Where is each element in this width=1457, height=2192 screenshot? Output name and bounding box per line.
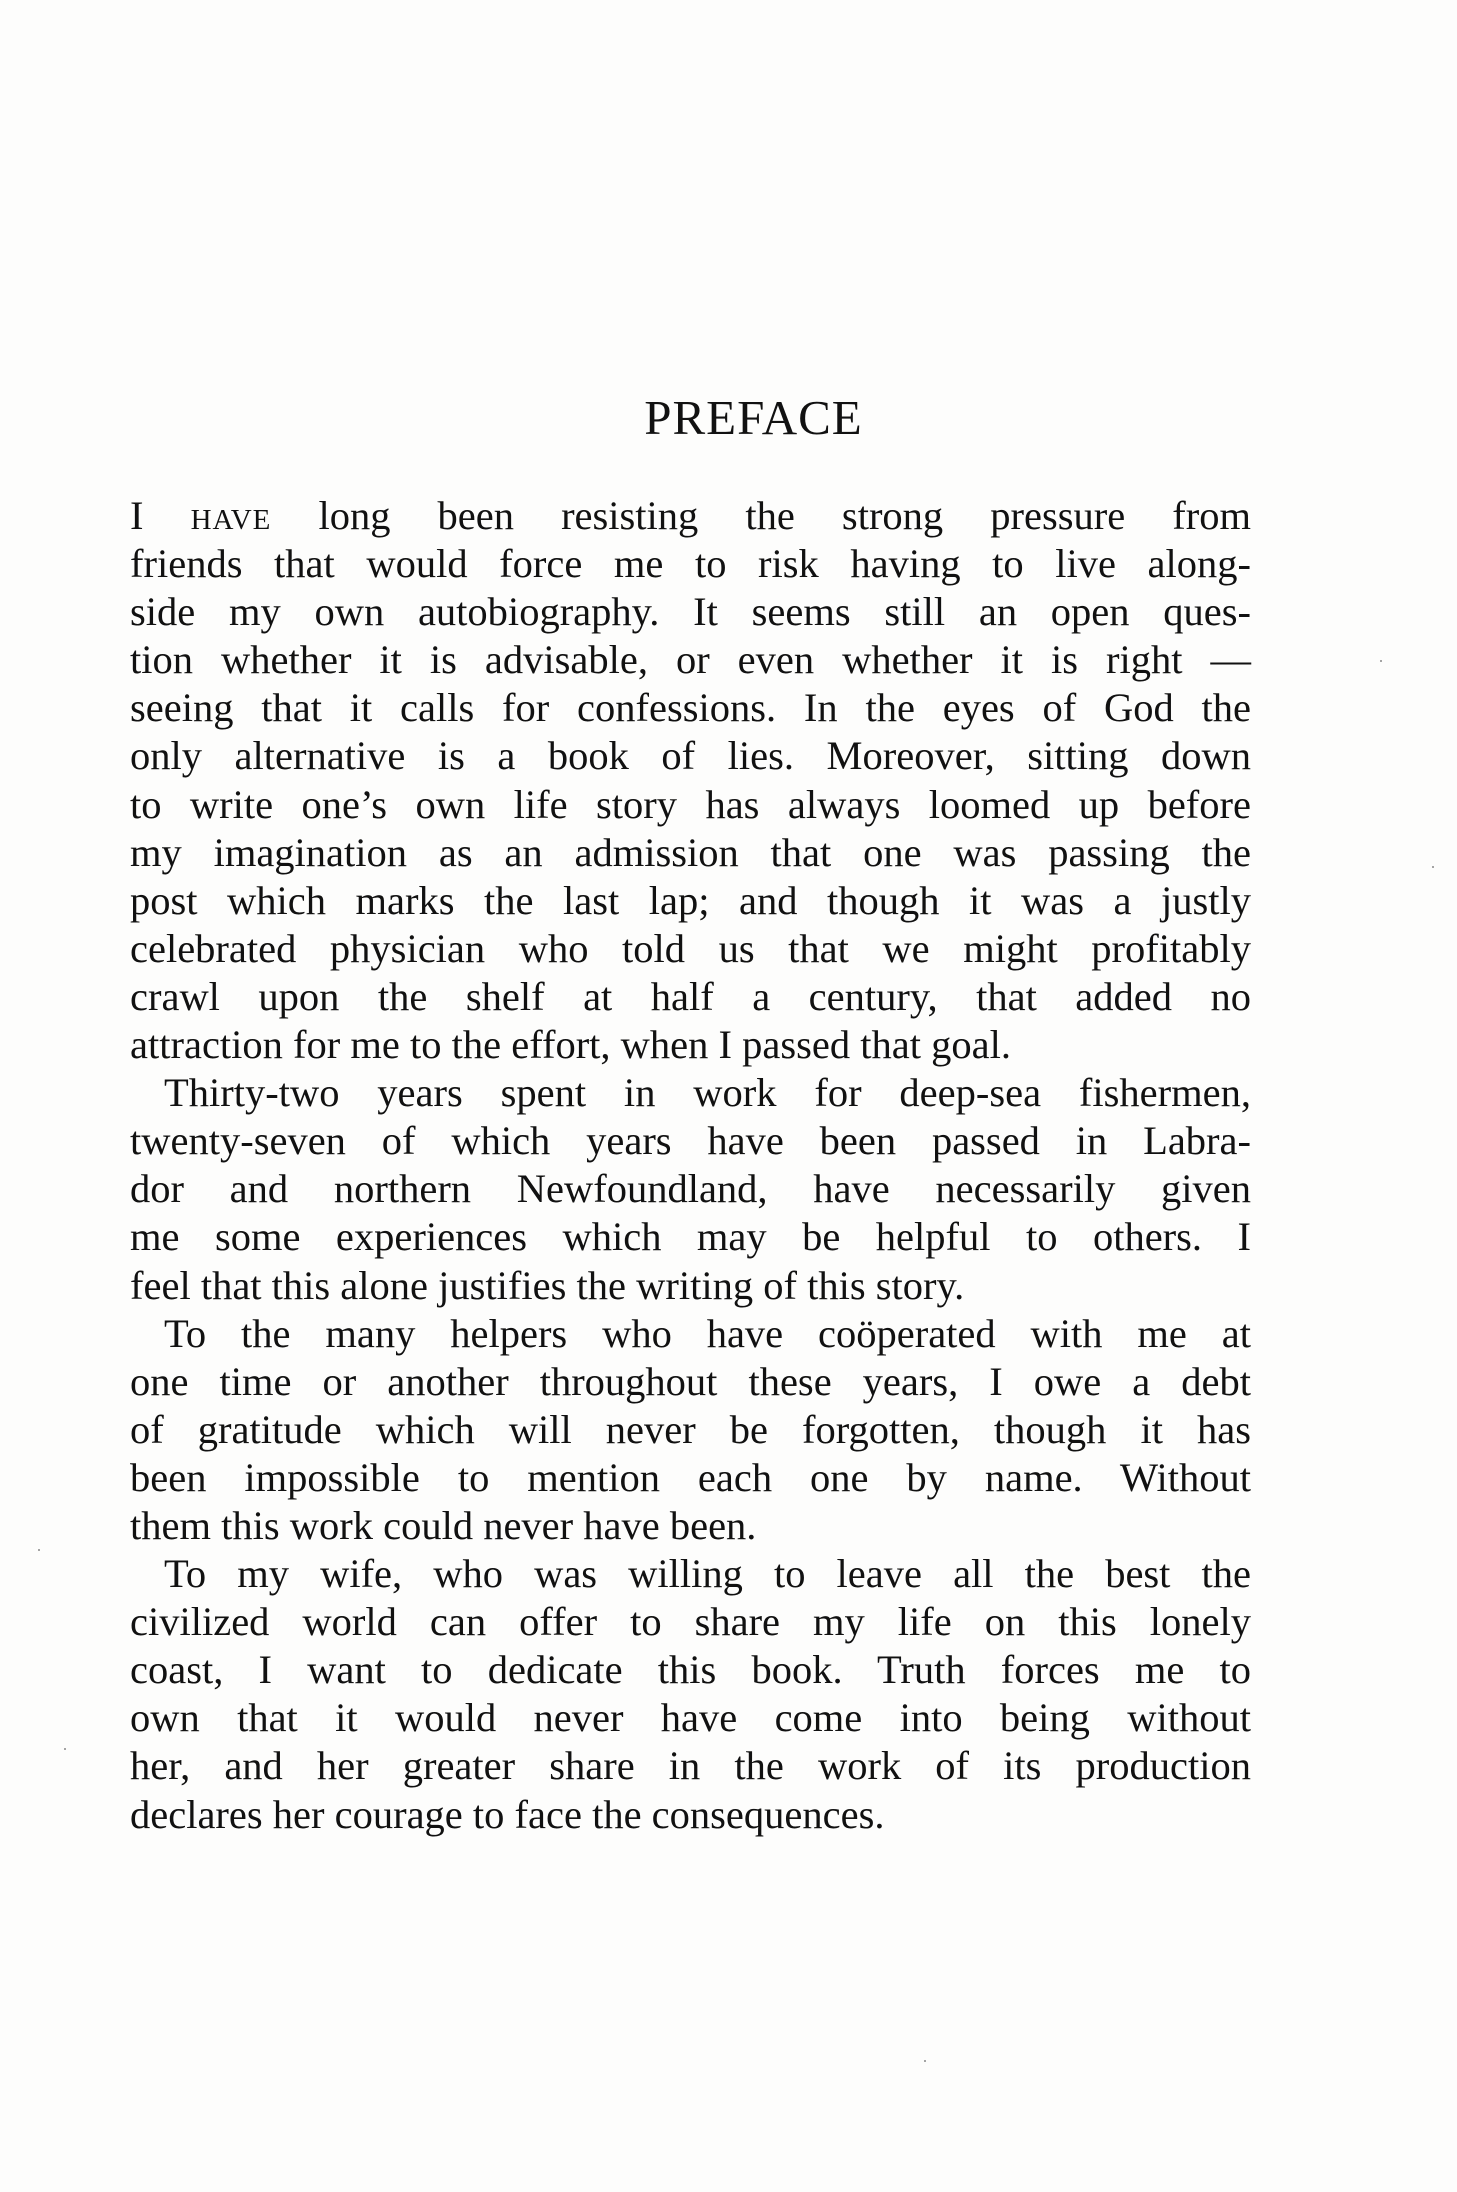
- text-line: declares her courage to face the consequences.: [130, 1791, 885, 1837]
- scan-speck: [1432, 866, 1434, 868]
- text-line: I HAVE long been resisting the strong pressure from: [130, 493, 1251, 538]
- text-line: them this work could never have been.: [130, 1502, 757, 1548]
- text-line: of gratitude which will never be forgotten, though it has: [130, 1406, 1251, 1452]
- text-line: her, and her greater share in the work of its production: [130, 1743, 1251, 1789]
- text-line: feel that this alone justifies the writing of this story.: [130, 1262, 965, 1308]
- text-line: attraction for me to the effort, when I passed that goal.: [130, 1022, 1011, 1068]
- text-line: own that it would never have come into being without: [130, 1695, 1251, 1741]
- scan-speck: [924, 2060, 926, 2062]
- text-line: To my wife, who was willing to leave all the best the: [164, 1551, 1251, 1597]
- text-line: Thirty-two years spent in work for deep-sea fishermen,: [164, 1070, 1251, 1116]
- text-line: civilized world can offer to share my life on this lonely: [130, 1599, 1251, 1645]
- text-line: been impossible to mention each one by name. Without: [130, 1454, 1251, 1500]
- text-line: coast, I want to dedicate this book. Truth forces me to: [130, 1647, 1251, 1693]
- scan-speck: [64, 1748, 66, 1750]
- text-line: tion whether it is advisable, or even whether it is right —: [130, 637, 1251, 683]
- scan-speck: [38, 1549, 40, 1551]
- text-line: friends that would force me to risk having to live along-: [130, 541, 1251, 587]
- text-line: one time or another throughout these years, I owe a debt: [130, 1358, 1251, 1404]
- text-line: me some experiences which may be helpful to others. I: [130, 1214, 1251, 1260]
- preface-text: [130, 492, 1251, 1839]
- small-caps-word: HAVE: [190, 504, 272, 536]
- text-line: dor and northern Newfoundland, have necessarily given: [130, 1166, 1251, 1212]
- page-title: PREFACE: [644, 390, 863, 445]
- text-line: celebrated physician who told us that we might profitably: [130, 925, 1251, 971]
- text-line: crawl upon the shelf at half a century, that added no: [130, 973, 1251, 1019]
- text-line: to write one’s own life story has always loomed up before: [130, 781, 1251, 827]
- text-line: my imagination as an admission that one was passing the: [130, 829, 1251, 875]
- text-line: side my own autobiography. It seems still an open ques-: [130, 589, 1251, 635]
- dropcap: I: [130, 493, 144, 538]
- scan-speck: [1380, 660, 1382, 662]
- text-line: seeing that it calls for confessions. In the eyes of God the: [130, 685, 1251, 731]
- text-line: twenty-seven of which years have been passed in Labra-: [130, 1118, 1251, 1164]
- text-line: only alternative is a book of lies. Moreover, sitting down: [130, 733, 1251, 779]
- text-line: post which marks the last lap; and though it was a justly: [130, 877, 1251, 923]
- text-line: To the many helpers who have coöperated with me at: [164, 1310, 1251, 1356]
